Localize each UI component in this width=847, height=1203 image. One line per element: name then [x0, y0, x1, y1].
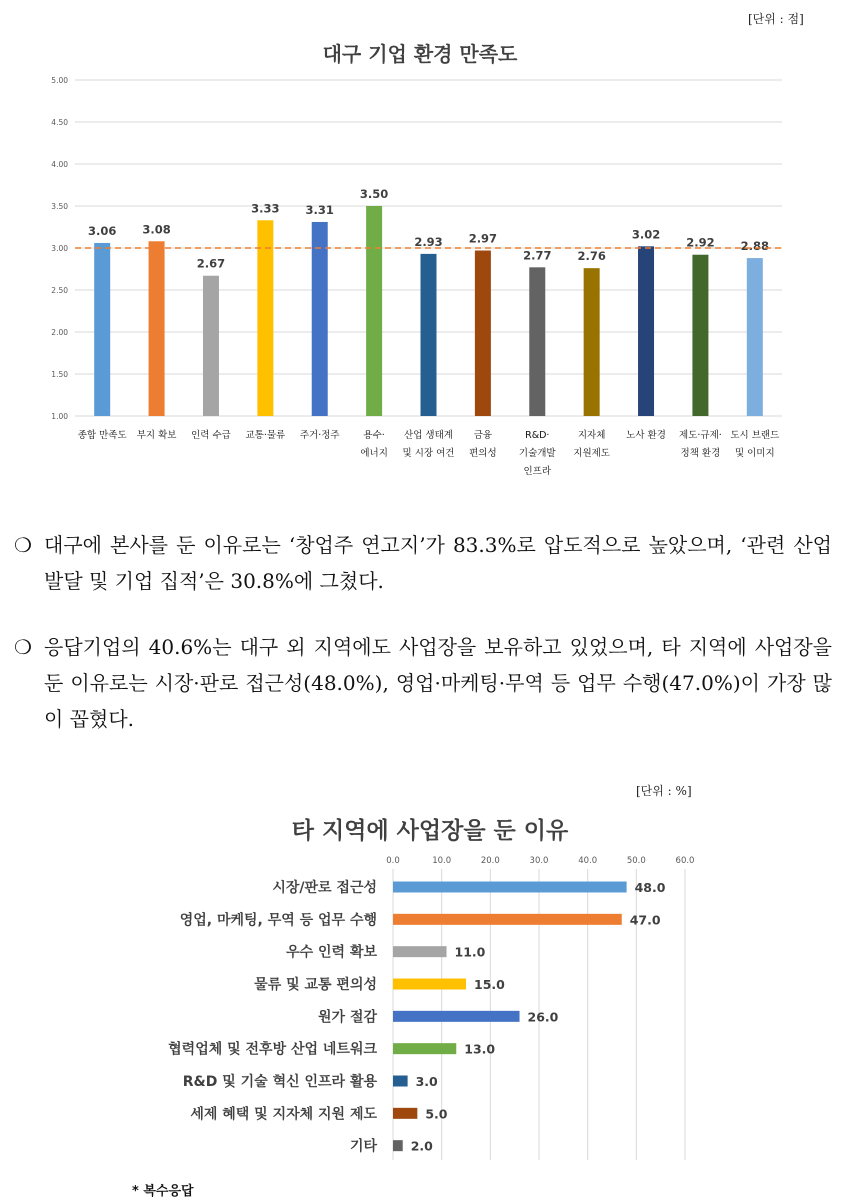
data-label: 2.77 [523, 248, 552, 263]
bar [393, 946, 447, 957]
data-label: 3.50 [359, 187, 389, 201]
y-tick-label: 기타 [349, 1138, 377, 1155]
data-label: 2.76 [577, 249, 606, 264]
x-tick-label: 편의성 [469, 448, 497, 459]
bar [393, 1011, 520, 1022]
y-tick-label: 시장/판로 접근성 [272, 880, 377, 896]
bar [393, 1043, 456, 1054]
chart2-unit-label: [단위 : %] [636, 784, 692, 798]
bar [393, 979, 466, 990]
y-tick-label: 4.50 [51, 118, 68, 127]
y-tick-label: 1.00 [51, 412, 68, 421]
y-tick-label: 3.50 [51, 202, 68, 211]
x-tick-label: 50.0 [626, 856, 646, 866]
x-tick-label: 용수· [363, 430, 385, 441]
bar [393, 914, 622, 925]
x-tick-label: 0.0 [386, 856, 400, 866]
x-tick-label: 인력 수급 [191, 430, 231, 441]
chart1-unit-label: [단위 : 점] [748, 12, 804, 26]
data-label: 3.0 [415, 1074, 438, 1089]
x-tick-label: R&D· [525, 430, 550, 441]
x-tick-label: 부지 확보 [136, 430, 177, 441]
data-label: 2.88 [740, 239, 769, 254]
x-tick-label: 노사 환경 [626, 430, 666, 441]
data-label: 5.0 [425, 1106, 448, 1122]
x-tick-label: 인프라 [523, 466, 552, 477]
x-tick-label: 교통·물류 [245, 430, 286, 441]
circle-bullet-icon: ❍ [14, 533, 32, 557]
x-tick-label: 도시 브랜드 [730, 430, 780, 441]
y-tick-label: 원가 절감 [318, 1009, 377, 1026]
x-tick-label: 30.0 [529, 856, 549, 866]
chart1-title: 대구 기업 환경 만족도 [322, 42, 518, 66]
data-label: 47.0 [629, 912, 661, 928]
bar [393, 1076, 408, 1087]
y-tick-label: 우수 인력 확보 [286, 944, 377, 961]
y-tick-label: 협력업체 및 전후방 산업 네트워크 [168, 1041, 377, 1058]
x-tick-label: 에너지 [360, 448, 388, 459]
bar [393, 1140, 403, 1151]
data-label: 2.93 [414, 234, 443, 249]
y-tick-label: 1.50 [51, 370, 68, 379]
x-tick-label: 제도·규제· [679, 430, 722, 441]
data-label: 2.92 [686, 235, 715, 250]
x-tick-label: 20.0 [480, 856, 500, 866]
data-label: 3.02 [631, 227, 661, 242]
y-tick-label: 2.50 [51, 286, 68, 295]
x-tick-label: 40.0 [578, 856, 598, 866]
footnote: * 복수응답 [132, 1184, 194, 1199]
y-tick-label: R&D 및 기술 혁신 인프라 활용 [182, 1074, 377, 1090]
x-tick-label: 산업 생태계 [404, 430, 453, 441]
bar [393, 882, 627, 893]
y-tick-label: 5.00 [51, 76, 68, 85]
data-label: 15.0 [474, 977, 505, 992]
x-tick-label: 지자체 [577, 430, 606, 441]
paragraph-text: 대구에 본사를 둔 이유로는 ‘창업주 연고지’가 83.3%로 압도적으로 높았으며, ‘관련 산업 발달 및 기업 집적’은 30.8%에 그쳤다. [44, 533, 832, 593]
y-tick-label: 물류 및 교통 편의성 [254, 977, 377, 993]
x-tick-label: 10.0 [432, 856, 452, 866]
y-tick-label: 2.00 [51, 328, 68, 337]
data-label: 2.97 [468, 231, 498, 246]
y-tick-label: 세제 혜택 및 지자체 지원 제도 [190, 1106, 377, 1123]
x-tick-label: 주거·정주 [299, 430, 340, 441]
y-tick-label: 3.00 [51, 244, 68, 253]
bar [393, 1108, 417, 1119]
circle-bullet-icon: ❍ [14, 635, 32, 659]
x-tick-label: 60.0 [675, 856, 695, 866]
data-label: 48.0 [634, 880, 666, 895]
x-tick-label: 지원제도 [573, 448, 611, 459]
data-label: 3.33 [251, 201, 280, 216]
data-label: 13.0 [464, 1041, 496, 1057]
data-label: 3.06 [88, 223, 117, 238]
x-tick-label: 금융 [473, 430, 493, 441]
y-tick-label: 영업, 마케팅, 무역 등 업무 수행 [179, 912, 377, 929]
data-label: 3.31 [305, 202, 334, 217]
data-label: 2.0 [410, 1138, 433, 1154]
x-tick-label: 종합 만족도 [77, 430, 127, 441]
data-label: 11.0 [454, 944, 486, 960]
paragraph-text: 응답기업의 40.6%는 대구 외 지역에도 사업장을 보유하고 있었으며, 타 지역에 사업장을 둔 이유로는 시장·판로 접근성(48.0%), 영업·마케팅·무역 등 업무 수행(47.0%)이 가장 많이 꼽혔다. [44, 635, 832, 731]
y-tick-label: 4.00 [51, 160, 68, 169]
data-label: 3.08 [142, 222, 171, 237]
x-tick-label: 및 시장 여건 [402, 448, 455, 459]
data-label: 2.67 [196, 256, 226, 271]
chart2-title: 타 지역에 사업장을 둔 이유 [291, 818, 569, 844]
data-label: 26.0 [527, 1009, 559, 1025]
x-tick-label: 및 이미지 [734, 448, 775, 459]
x-tick-label: 기술개발 [518, 448, 556, 459]
x-tick-label: 정책 환경 [680, 448, 721, 459]
